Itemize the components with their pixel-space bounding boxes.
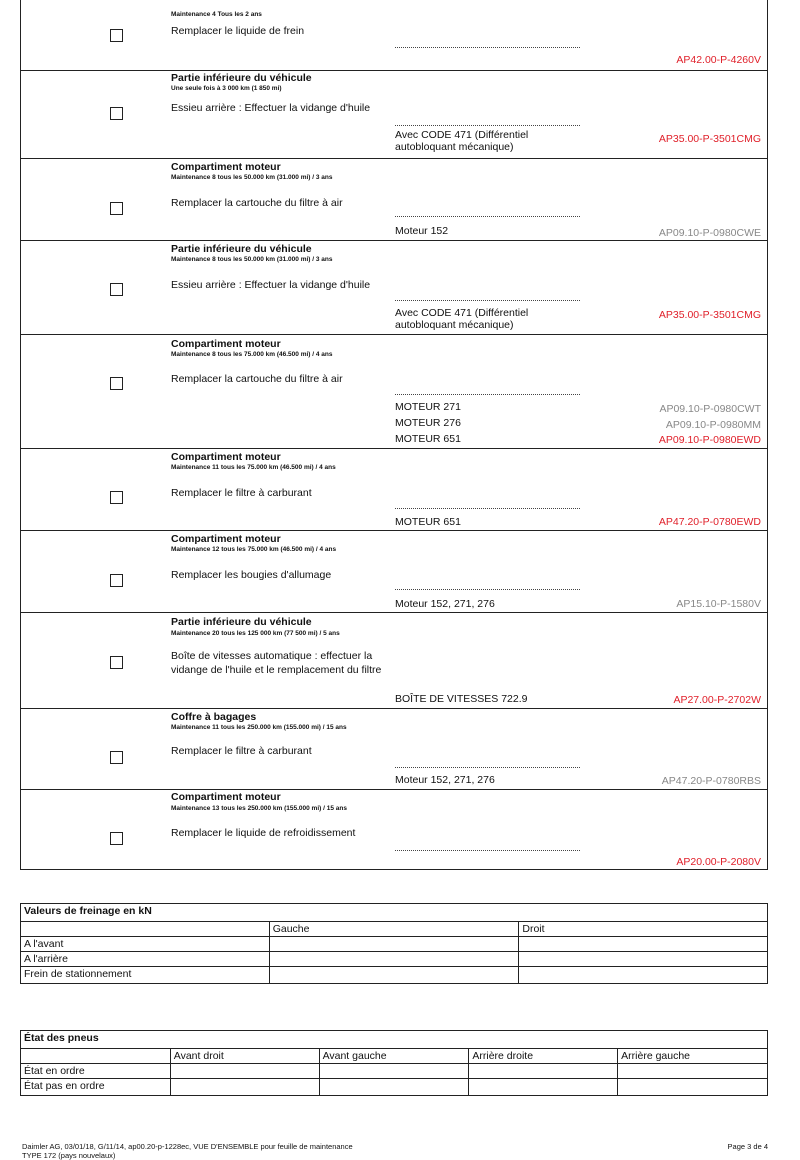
brake-row-label: Frein de stationnement bbox=[21, 967, 270, 984]
dotted-separator bbox=[395, 767, 580, 768]
maintenance-row bbox=[21, 790, 767, 870]
procedure-code: AP42.00-P-4260V bbox=[676, 54, 761, 66]
maintenance-schedule: Maintenance 13 tous les 250.000 km (155.000 mi) / 15 ans bbox=[171, 805, 347, 812]
dotted-separator bbox=[395, 850, 580, 851]
category-title: Compartiment moteur bbox=[171, 451, 281, 463]
maintenance-row bbox=[21, 71, 767, 159]
dotted-separator bbox=[395, 508, 580, 509]
maintenance-row bbox=[21, 613, 767, 709]
footer-line: TYPE 172 (pays nouvelaux) bbox=[22, 1151, 116, 1160]
category-title: Compartiment moteur bbox=[171, 791, 281, 803]
procedure-code: AP09.10-P-0980MM bbox=[665, 419, 761, 431]
task-description: Remplacer le filtre à carburant bbox=[171, 487, 312, 499]
condition-text: MOTEUR 651 bbox=[395, 516, 461, 528]
condition-text: Moteur 152, 271, 276 bbox=[395, 774, 495, 786]
task-description: Remplacer la cartouche du filtre à air bbox=[171, 197, 343, 209]
category-title: Compartiment moteur bbox=[171, 533, 281, 545]
checkbox[interactable] bbox=[110, 574, 123, 587]
maintenance-schedule: Maintenance 12 tous les 75.000 km (46.500 mi) / 4 ans bbox=[171, 546, 337, 553]
checkbox[interactable] bbox=[110, 377, 123, 390]
dotted-separator bbox=[395, 394, 580, 395]
procedure-code: AP47.20-P-0780RBS bbox=[661, 775, 761, 787]
page-number: Page 3 de 4 bbox=[727, 1142, 768, 1151]
category-title: Coffre à bagages bbox=[171, 711, 257, 723]
tire-header: Arrière droite bbox=[469, 1049, 618, 1064]
maintenance-row bbox=[21, 335, 767, 449]
footer-line: Daimler AG, 03/01/18, G/11/14, ap00.20-p-1228ec, VUE D'ENSEMBLE pour feuille de maintenance bbox=[22, 1142, 353, 1151]
checkbox[interactable] bbox=[110, 491, 123, 504]
condition-text: BOÎTE DE VITESSES 722.9 bbox=[395, 693, 528, 705]
tire-condition-table bbox=[20, 1030, 768, 1096]
tire-row-label: État pas en ordre bbox=[21, 1079, 171, 1096]
maintenance-row bbox=[21, 449, 767, 531]
dotted-separator bbox=[395, 125, 580, 126]
maintenance-schedule: Maintenance 4 Tous les 2 ans bbox=[171, 11, 262, 18]
tire-value-cell[interactable] bbox=[469, 1064, 618, 1079]
procedure-code: AP20.00-P-2080V bbox=[676, 856, 761, 868]
procedure-code: AP15.10-P-1580V bbox=[676, 598, 761, 610]
category-title: Partie inférieure du véhicule bbox=[171, 72, 312, 84]
tire-value-cell[interactable] bbox=[618, 1079, 768, 1096]
maintenance-schedule: Une seule fois à 3 000 km (1 850 mi) bbox=[171, 85, 282, 92]
procedure-code: AP09.10-P-0980EWD bbox=[658, 434, 761, 446]
dotted-separator bbox=[395, 47, 580, 48]
task-description: Remplacer le filtre à carburant bbox=[171, 745, 312, 757]
task-description: Boîte de vitesses automatique : effectuer la vidange de l'huile et le remplacement du filtre bbox=[171, 650, 382, 676]
dotted-separator bbox=[395, 300, 580, 301]
brake-value-cell[interactable] bbox=[519, 952, 768, 967]
checkbox[interactable] bbox=[110, 202, 123, 215]
procedure-code: AP35.00-P-3501CMG bbox=[658, 309, 761, 321]
condition-text: Avec CODE 471 (Différentiel autobloquant mécanique) bbox=[395, 129, 529, 153]
brake-value-cell[interactable] bbox=[269, 952, 519, 967]
tire-value-cell[interactable] bbox=[319, 1064, 469, 1079]
tire-value-cell[interactable] bbox=[170, 1064, 319, 1079]
condition-text: Moteur 152 bbox=[395, 225, 449, 237]
brake-header-empty bbox=[21, 922, 270, 937]
brake-value-cell[interactable] bbox=[269, 937, 519, 952]
brake-value-cell[interactable] bbox=[269, 967, 519, 984]
task-description: Remplacer les bougies d'allumage bbox=[171, 569, 332, 581]
page-footer bbox=[22, 1142, 542, 1160]
category-title: Compartiment moteur bbox=[171, 161, 281, 173]
category-title: Compartiment moteur bbox=[171, 338, 281, 350]
brake-row-label: A l'avant bbox=[21, 937, 270, 952]
maintenance-row bbox=[21, 159, 767, 241]
maintenance-schedule: Maintenance 8 tous les 50.000 km (31.000 mi) / 3 ans bbox=[171, 174, 333, 181]
condition-text: MOTEUR 276 bbox=[395, 417, 461, 429]
tire-value-cell[interactable] bbox=[319, 1079, 469, 1096]
tire-value-cell[interactable] bbox=[469, 1079, 618, 1096]
checkbox[interactable] bbox=[110, 656, 123, 669]
brake-row-label: A l'arrière bbox=[21, 952, 270, 967]
maintenance-row bbox=[21, 0, 767, 71]
tire-value-cell[interactable] bbox=[170, 1079, 319, 1096]
condition-text: Avec CODE 471 (Différentiel autobloquant mécanique) bbox=[395, 307, 529, 331]
dotted-separator bbox=[395, 216, 580, 217]
tire-value-cell[interactable] bbox=[618, 1064, 768, 1079]
maintenance-schedule: Maintenance 11 tous les 75.000 km (46.500 mi) / 4 ans bbox=[171, 464, 336, 471]
checkbox[interactable] bbox=[110, 29, 123, 42]
maintenance-row bbox=[21, 531, 767, 613]
brake-value-cell[interactable] bbox=[519, 937, 768, 952]
tire-header: Avant gauche bbox=[319, 1049, 469, 1064]
tire-row-label: État en ordre bbox=[21, 1064, 171, 1079]
brake-value-cell[interactable] bbox=[519, 967, 768, 984]
condition-text: Moteur 152, 271, 276 bbox=[395, 598, 495, 610]
brake-table-title: Valeurs de freinage en kN bbox=[21, 904, 768, 922]
brake-header-right: Droit bbox=[519, 922, 768, 937]
task-description: Essieu arrière : Effectuer la vidange d'huile bbox=[171, 102, 371, 114]
task-description: Remplacer le liquide de refroidissement bbox=[171, 827, 356, 839]
maintenance-schedule: Maintenance 11 tous les 250.000 km (155.000 mi) / 15 ans bbox=[171, 724, 347, 731]
maintenance-schedule: Maintenance 20 tous les 125 000 km (77 500 mi) / 5 ans bbox=[171, 630, 340, 637]
brake-values-table bbox=[20, 903, 768, 984]
task-description: Remplacer la cartouche du filtre à air bbox=[171, 373, 343, 385]
tire-header: Arrière gauche bbox=[618, 1049, 768, 1064]
task-description: Essieu arrière : Effectuer la vidange d'huile bbox=[171, 279, 371, 291]
maintenance-schedule: Maintenance 8 tous les 75.000 km (46.500 mi) / 4 ans bbox=[171, 351, 333, 358]
procedure-code: AP47.20-P-0780EWD bbox=[658, 516, 761, 528]
brake-header-left: Gauche bbox=[269, 922, 519, 937]
dotted-separator bbox=[395, 589, 580, 590]
procedure-code: AP09.10-P-0980CWE bbox=[658, 227, 761, 239]
checkbox[interactable] bbox=[110, 283, 123, 296]
category-title: Partie inférieure du véhicule bbox=[171, 243, 312, 255]
tire-header: Avant droit bbox=[170, 1049, 319, 1064]
condition-text: MOTEUR 271 bbox=[395, 401, 461, 413]
maintenance-table bbox=[20, 0, 768, 870]
checkbox[interactable] bbox=[110, 751, 123, 764]
procedure-code: AP35.00-P-3501CMG bbox=[658, 133, 761, 145]
category-title: Partie inférieure du véhicule bbox=[171, 616, 312, 628]
task-description: Remplacer le liquide de frein bbox=[171, 25, 305, 37]
checkbox[interactable] bbox=[110, 107, 123, 120]
maintenance-row bbox=[21, 709, 767, 790]
procedure-code: AP27.00-P-2702W bbox=[673, 694, 761, 706]
checkbox[interactable] bbox=[110, 832, 123, 845]
condition-text: MOTEUR 651 bbox=[395, 433, 461, 445]
procedure-code: AP09.10-P-0980CWT bbox=[659, 403, 761, 415]
tire-header-empty bbox=[21, 1049, 171, 1064]
tire-table-title: État des pneus bbox=[21, 1031, 768, 1049]
maintenance-row bbox=[21, 241, 767, 335]
maintenance-schedule: Maintenance 8 tous les 50.000 km (31.000 mi) / 3 ans bbox=[171, 256, 333, 263]
